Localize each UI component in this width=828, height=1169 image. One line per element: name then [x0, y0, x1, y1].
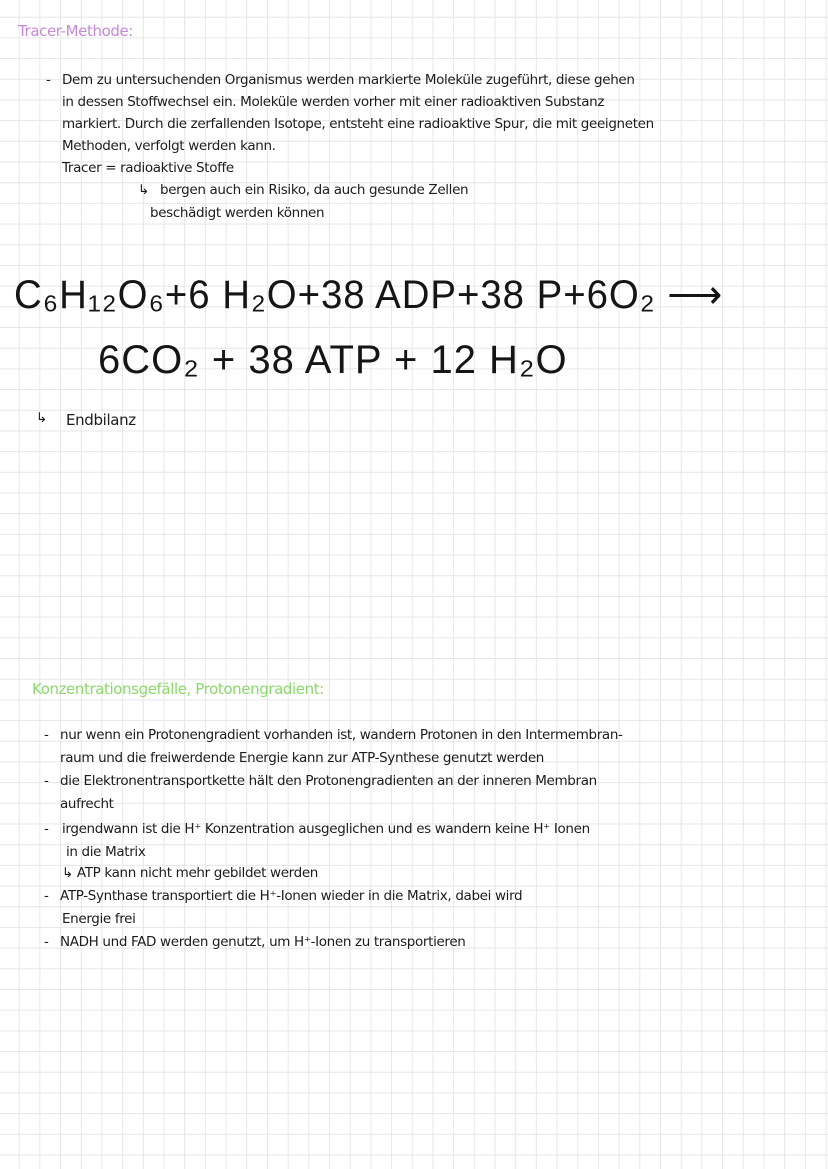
endbilanz-note: Endbilanz	[66, 411, 136, 429]
tracer-risk-arrow: ↳	[138, 182, 149, 198]
gradient-item-1-line-2: raum und die freiwerdende Energie kann zur ATP-Synthese genutzt werden	[60, 750, 544, 766]
gradient-item-6-line-1: NADH und FAD werden genutzt, um H⁺-Ionen zu transportieren	[60, 934, 466, 950]
gradient-bullet-6: -	[44, 934, 49, 950]
tracer-line-3: markiert. Durch die zerfallenden Isotope, entsteht eine radioaktive Spur, die mit geeigneten	[62, 116, 654, 132]
gradient-bullet-3: -	[44, 821, 49, 837]
gradient-item-2-line-2: aufrecht	[60, 796, 114, 812]
gradient-item-5-line-2: Energie frei	[62, 911, 136, 927]
gradient-item-4-line-1: ↳ ATP kann nicht mehr gebildet werden	[62, 865, 318, 881]
gradient-item-1-line-1: nur wenn ein Protonengradient vorhanden ist, wandern Protonen in den Intermembran-	[60, 727, 623, 743]
gradient-bullet-5: -	[44, 888, 49, 904]
gradient-bullet-2: -	[44, 773, 49, 789]
gradient-bullet-1: -	[44, 727, 49, 743]
gradient-item-3-line-2: in die Matrix	[66, 844, 146, 860]
gradient-item-3-line-1: irgendwann ist die H⁺ Konzentration ausgeglichen und es wandern keine H⁺ Ionen	[62, 821, 590, 837]
tracer-bullet: -	[46, 72, 51, 88]
tracer-line-4: Methoden, verfolgt werden kann.	[62, 138, 276, 154]
gradient-heading: Konzentrationsgefälle, Protonengradient:	[32, 680, 324, 698]
gradient-item-5-line-1: ATP-Synthase transportiert die H⁺-Ionen wieder in die Matrix, dabei wird	[60, 888, 523, 904]
tracer-line-2: in dessen Stoffwechsel ein. Moleküle werden vorher mit einer radioaktiven Substanz	[62, 94, 605, 110]
equation-line-2: 6CO₂ + 38 ATP + 12 H₂O	[98, 338, 568, 382]
endbilanz-arrow: ↳	[36, 410, 47, 426]
tracer-risk-line-1: bergen auch ein Risiko, da auch gesunde Zellen	[160, 182, 469, 198]
tracer-heading: Tracer-Methode:	[18, 22, 133, 40]
gradient-item-2-line-1: die Elektronentransportkette hält den Protonengradienten an der inneren Membran	[60, 773, 597, 789]
tracer-risk-line-2: beschädigt werden können	[150, 205, 325, 221]
tracer-line-1: Dem zu untersuchenden Organismus werden markierte Moleküle zugeführt, diese gehen	[62, 72, 635, 88]
tracer-definition: Tracer = radioaktive Stoffe	[62, 160, 234, 176]
equation-line-1: C₆H₁₂O₆+6 H₂O+38 ADP+38 P+6O₂ ⟶	[14, 273, 724, 317]
